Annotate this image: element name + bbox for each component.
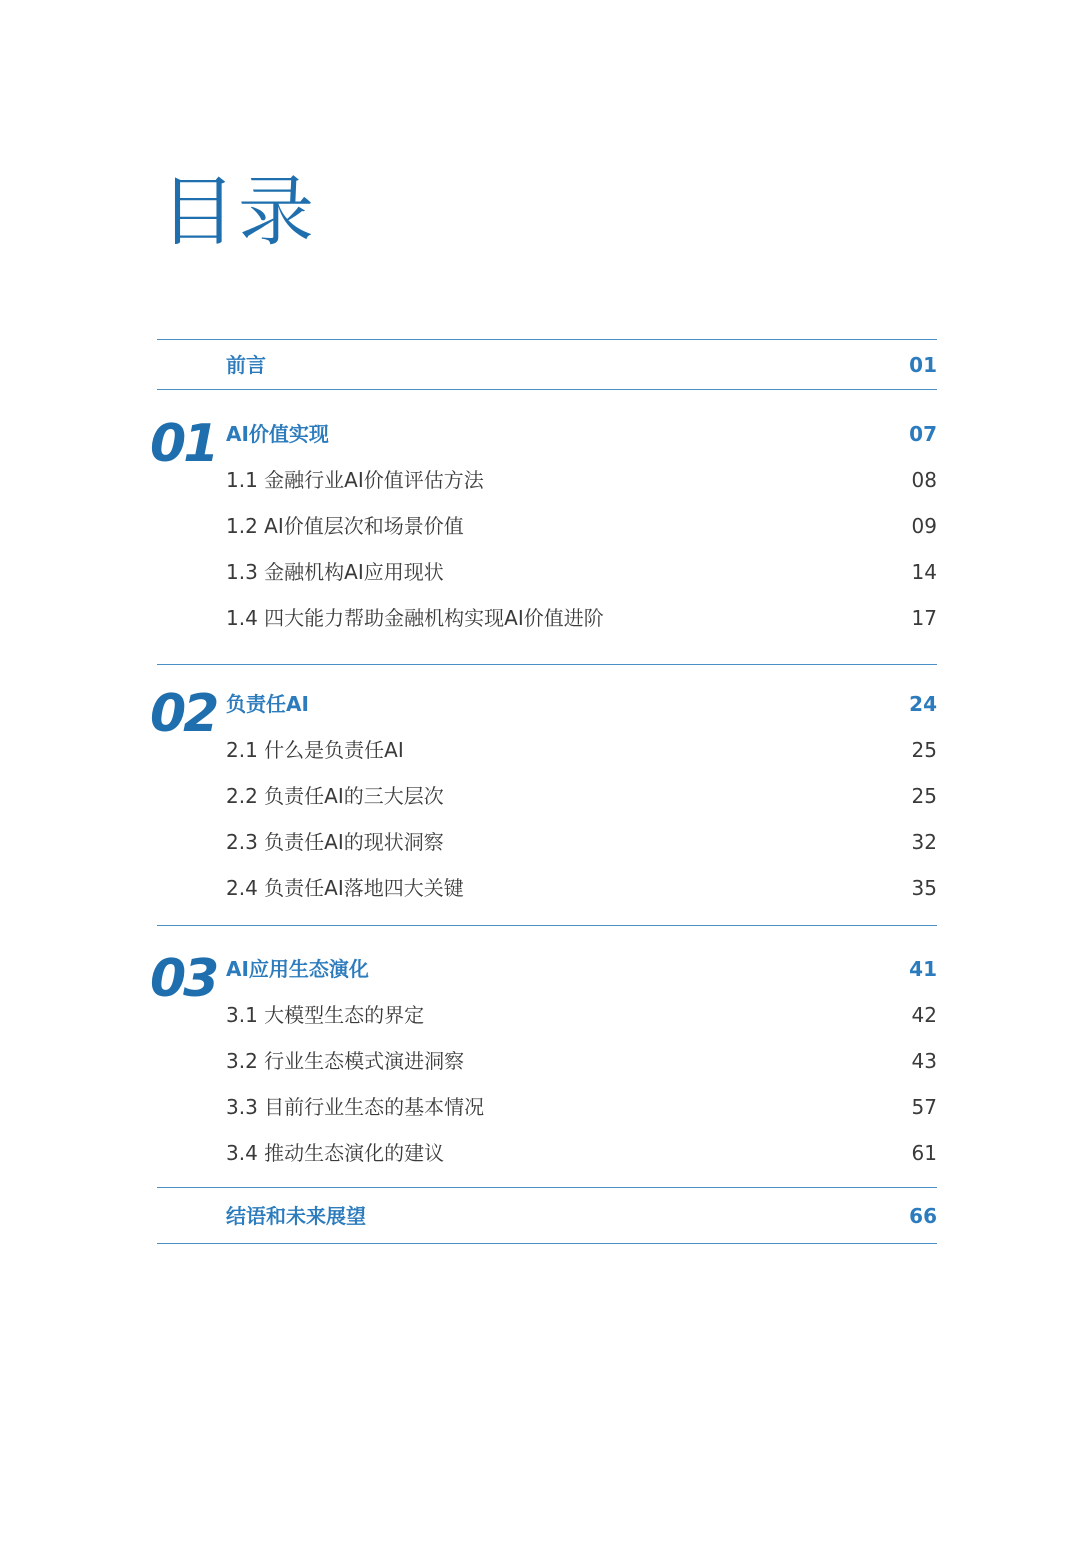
toc-entry-chapter[interactable] [226, 689, 937, 719]
entry-label: 1.1 金融行业AI价值评估方法 [226, 468, 484, 492]
entry-page: 24 [909, 692, 937, 716]
entry-label: 1.4 四大能力帮助金融机构实现AI价值进阶 [226, 606, 604, 630]
toc-entry-chapter[interactable] [226, 419, 937, 449]
entry-page: 09 [911, 514, 937, 538]
entry-label: 2.1 什么是负责任AI [226, 738, 404, 762]
toc-entry-chapter[interactable] [226, 954, 937, 984]
toc-entry-section[interactable] [226, 511, 937, 541]
divider [157, 664, 937, 665]
entry-label: 2.3 负责任AI的现状洞察 [226, 830, 444, 854]
entry-label: 3.4 推动生态演化的建议 [226, 1141, 445, 1165]
chapter-number: 02 [150, 684, 217, 744]
entry-label: 2.4 负责任AI落地四大关键 [226, 876, 464, 900]
entry-page: 25 [911, 784, 937, 808]
entry-label: 负责任AI [226, 692, 309, 716]
entry-page: 61 [911, 1141, 937, 1165]
entry-label: 1.3 金融机构AI应用现状 [226, 560, 444, 584]
entry-page: 25 [911, 738, 937, 762]
entry-label: AI价值实现 [226, 422, 329, 446]
entry-label: 1.2 AI价值层次和场景价值 [226, 514, 464, 538]
entry-label: 3.2 行业生态模式演进洞察 [226, 1049, 465, 1073]
toc-entry-section[interactable] [226, 1138, 937, 1168]
toc-entry-section[interactable] [226, 827, 937, 857]
entry-page: 01 [909, 353, 937, 377]
entry-page: 17 [911, 606, 937, 630]
toc-entry-section[interactable] [226, 735, 937, 765]
entry-label: AI应用生态演化 [226, 957, 369, 981]
entry-page: 42 [911, 1003, 937, 1027]
toc-entry-section[interactable] [226, 1092, 937, 1122]
entry-page: 43 [911, 1049, 937, 1073]
divider [157, 339, 937, 340]
chapter-number: 01 [150, 414, 217, 474]
toc-entry-section[interactable] [226, 1046, 937, 1076]
chapter-number: 03 [150, 949, 217, 1009]
entry-label: 2.2 负责任AI的三大层次 [226, 784, 444, 808]
divider [157, 1243, 937, 1244]
divider [157, 925, 937, 926]
toc-entry-section[interactable] [226, 603, 937, 633]
entry-label: 结语和未来展望 [226, 1204, 366, 1228]
entry-page: 41 [909, 957, 937, 981]
entry-label: 3.3 目前行业生态的基本情况 [226, 1095, 485, 1119]
entry-page: 08 [911, 468, 937, 492]
entry-page: 14 [911, 560, 937, 584]
toc-entry-section[interactable] [226, 781, 937, 811]
entry-page: 35 [911, 876, 937, 900]
entry-page: 07 [909, 422, 937, 446]
entry-page: 32 [911, 830, 937, 854]
entry-label: 3.1 大模型生态的界定 [226, 1003, 425, 1027]
divider [157, 389, 937, 390]
entry-label: 前言 [226, 353, 266, 377]
toc-entry-section[interactable] [226, 1000, 937, 1030]
divider [157, 1187, 937, 1188]
entry-page: 57 [911, 1095, 937, 1119]
entry-page: 66 [909, 1204, 937, 1228]
toc-entry-conclusion[interactable] [226, 1201, 937, 1231]
toc-title: 目录 [160, 167, 316, 256]
toc-entry-preface[interactable] [226, 350, 937, 380]
toc-entry-section[interactable] [226, 873, 937, 903]
toc-entry-section[interactable] [226, 557, 937, 587]
toc-entry-section[interactable] [226, 465, 937, 495]
